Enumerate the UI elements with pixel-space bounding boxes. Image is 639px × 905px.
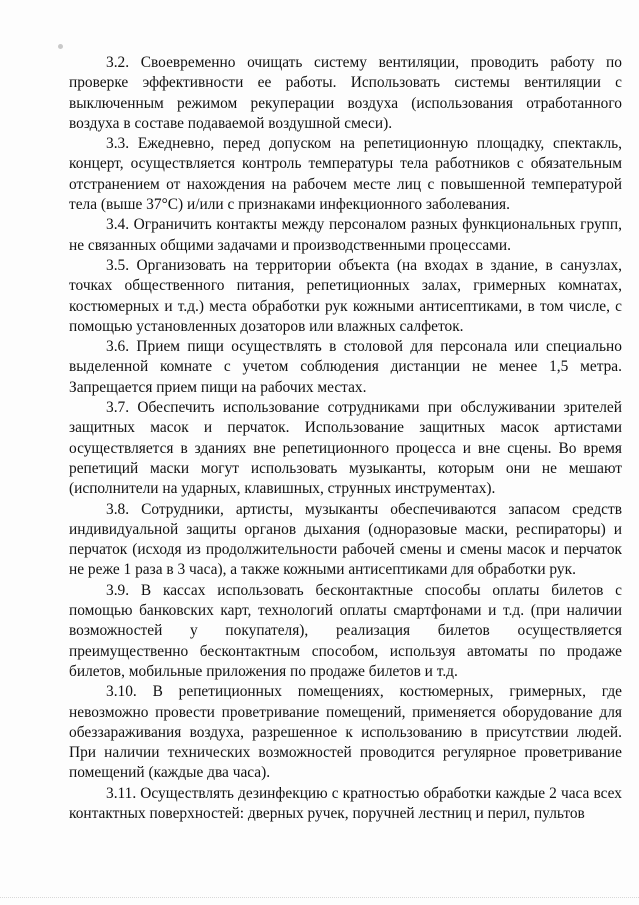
paragraph-3-11: 3.11. Осуществлять дезинфекцию с кратностью обработки каждые 2 часа всех контактных поверхностей: дверных ручек, поручней лестниц и перил, пультов xyxy=(69,784,622,822)
paragraph-3-7: 3.7. Обеспечить использование сотрудниками при обслуживании зрителей защитных масок и перчаток. Использование защитных масок артистами осуществляется в зданиях вне репетиционного процесса и вне сцены. Во время репетиций маски могут использовать музыканты, которым они не мешают (исполнители на ударных, клавишных, струнных инструментах). xyxy=(69,399,622,498)
document-body xyxy=(69,53,622,824)
paragraph-3-5: 3.5. Организовать на территории объекта (на входах в здание, в санузлах, точках общественного питания, репетиционных залах, гримерных комнатах, костюмерных и т.д.) места обработки рук кожными антисептиками, в том числе, с помощью установленных дозаторов или влажных салфеток. xyxy=(69,256,622,335)
paragraph-3-2: 3.2. Своевременно очищать систему вентиляции, проводить работу по проверке эффективности ее работы. Использовать системы вентиляции с выключенным режимом рекуперации воздуха (использования отработанного воздуха в составе подаваемой воздушной смеси). xyxy=(69,54,622,132)
paragraph-3-9: 3.9. В кассах использовать бесконтактные способы оплаты билетов с помощью банковских карт, технологий оплаты смартфонами и т.д. (при наличии возможностей у покупателя), реализация билетов осуществляется преимущественно бесконтактным способом, используя автоматы по продаже билетов, мобильные приложения по продаже билетов и т.д. xyxy=(69,581,622,680)
scan-speck xyxy=(58,44,63,49)
paragraph-3-8: 3.8. Сотрудники, артисты, музыканты обеспечиваются запасом средств индивидуальной защиты органов дыхания (одноразовые маски, респираторы) и перчаток (исходя из продолжительности рабочей смены и смены масок и перчаток не реже 1 раза в 3 часа), а также кожными антисептиками для обработки рук. xyxy=(69,500,622,579)
page-bottom-edge xyxy=(0,897,639,899)
paragraph-3-10: 3.10. В репетиционных помещениях, костюмерных, гримерных, где невозможно провести проветривание помещений, применяется оборудование для обеззараживания воздуха, разрешенное к использованию в присутствии людей. При наличии технических возможностей проводится регулярное проветривание помещений (каждые два часа). xyxy=(69,683,622,782)
paragraph-3-3: 3.3. Ежедневно, перед допуском на репетиционную площадку, спектакль, концерт, осуществляется контроль температуры тела работников с обязательным отстранением от нахождения на рабочем месте лиц с повышенной температурой тела (выше 37°С) и/или с признаками инфекционного заболевания. xyxy=(69,135,622,214)
paragraph-3-6: 3.6. Прием пищи осуществлять в столовой для персонала или специально выделенной комнате с учетом соблюдения дистанции не менее 1,5 метра. Запрещается прием пищи на рабочих местах. xyxy=(69,338,622,396)
paragraph-3-4: 3.4. Ограничить контакты между персоналом разных функциональных групп, не связанных общими задачами и производственными процессами. xyxy=(69,216,622,254)
